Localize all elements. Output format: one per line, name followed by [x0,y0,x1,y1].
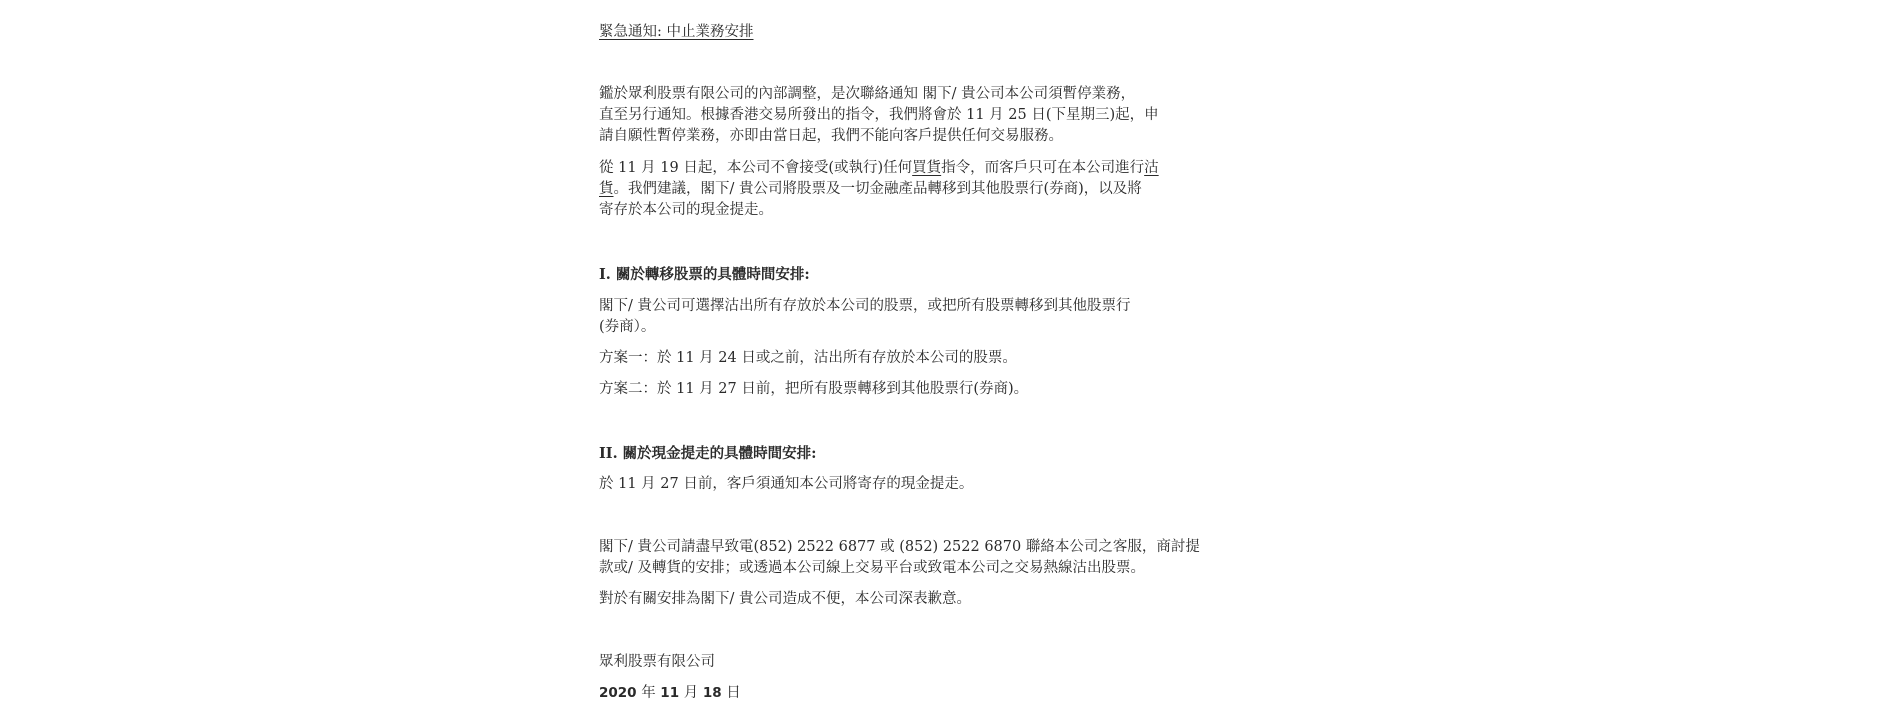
signature-date [599,683,741,704]
buy-order-emphasis: 買貨 [912,160,942,176]
date-day: 18 [702,685,722,701]
sell-emphasis-part2: 貨 [599,181,614,197]
contact-line-2: 款或/ 及轉貨的安排；或透過本公司線上交易平台或致電本公司之交易熱線沽出股票。 [599,560,1145,576]
section1-heading: I. 關於轉移股票的具體時間安排: [599,266,810,283]
date-month: 11 [660,685,680,701]
para2-text: 指令，而客戶只可在本公司進行 [941,160,1145,176]
section2-line-1: 於 11 月 27 日前，客戶須通知本公司將寄存的現金提走。 [599,476,974,492]
intro-line-1: 鑑於眾利股票有限公司的內部調整，是次聯絡通知 閣下/ 貴公司本公司須暫停業務， [599,86,1136,102]
section1-line-2: (券商）。 [599,319,656,335]
apology-line: 對於有關安排為閣下/ 貴公司造成不便，本公司深表歉意。 [599,591,971,607]
date-year-unit: 年 [641,685,656,701]
signature-company: 眾利股票有限公司 [599,654,715,670]
para2-line-2 [599,179,1142,200]
para2-text: 從 11 月 19 日起，本公司不會接受(或執行)任何 [599,160,913,176]
sell-emphasis-part1: 沽 [1144,160,1159,176]
intro-line-3: 請自願性暫停業務，亦即由當日起，我們不能向客戶提供任何交易服務。 [599,128,1063,144]
date-month-unit: 月 [683,685,699,701]
intro-line-2: 直至另行通知。根據香港交易所發出的指令，我們將會於 11 月 25 日(下星期三)起，申 [599,107,1159,123]
date-year: 2020 [599,685,637,701]
option-one: 方案一：於 11 月 24 日或之前，沽出所有存放於本公司的股票。 [599,350,1017,366]
para2-line-3: 寄存於本公司的現金提走。 [599,202,773,218]
para2-line-1 [599,158,1159,179]
section1-line-1: 閣下/ 貴公司可選擇沽出所有存放於本公司的股票，或把所有股票轉移到其他股票行 [599,298,1131,314]
section2-heading: II. 關於現金提走的具體時間安排: [599,445,817,462]
option-two: 方案二：於 11 月 27 日前，把所有股票轉移到其他股票行(券商)。 [599,381,1029,397]
date-day-unit: 日 [726,685,741,701]
contact-line-1: 閣下/ 貴公司請盡早致電(852) 2522 6877 或 (852) 2522 6870 聯絡本公司之客服，商討提 [599,539,1200,555]
para2-text: 。我們建議，閣下/ 貴公司將股票及一切金融產品轉移到其他股票行(券商)，以及將 [613,181,1142,197]
notice-title: 緊急通知: 中止業務安排 [599,24,754,40]
